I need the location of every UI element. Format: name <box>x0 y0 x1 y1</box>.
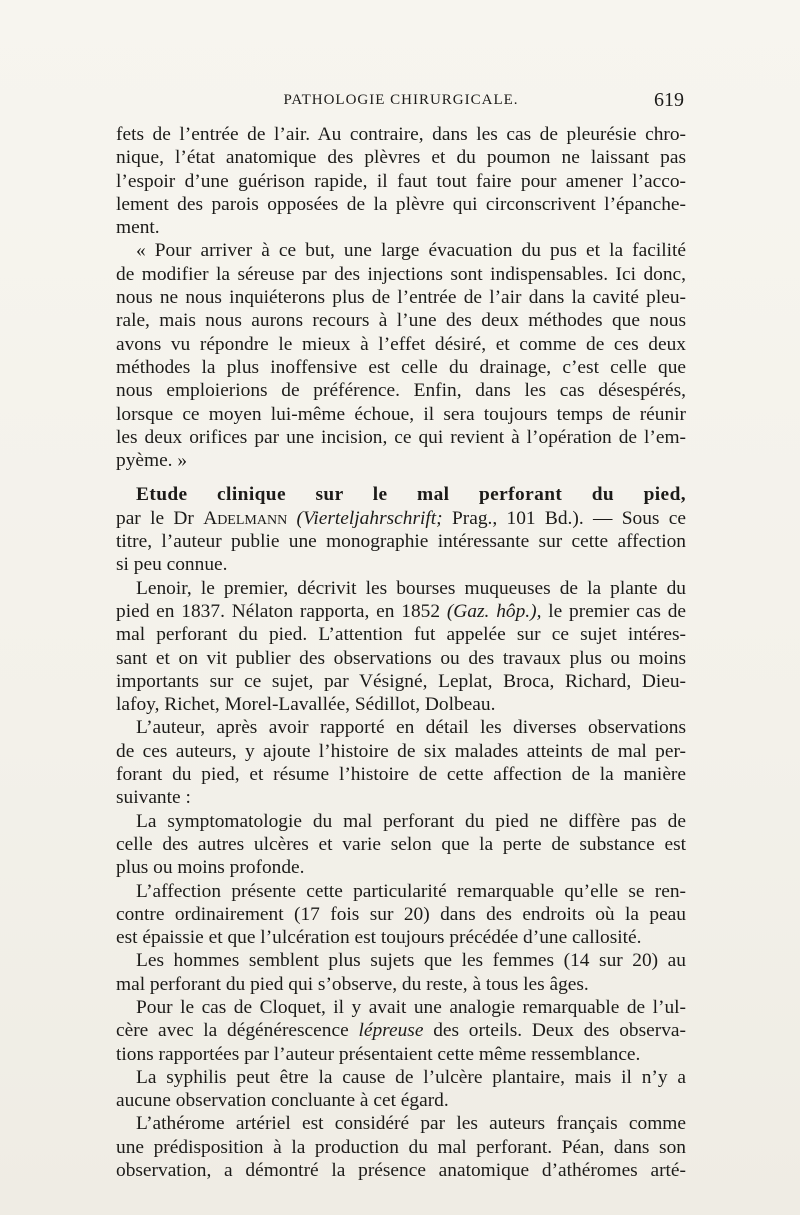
text-line: une prédisposition à la production du mal perforant. Péan, dans son <box>116 1136 686 1158</box>
article-byline <box>116 507 686 530</box>
text-line: aucune observation concluante à cet égard. <box>116 1090 449 1112</box>
article-entry <box>116 483 686 576</box>
text-fragment: pied en 1837. Nélaton rapporta, en 1852 <box>116 600 441 622</box>
text-line-with-citation <box>116 600 686 623</box>
text-line: plus ou moins profonde. <box>116 857 305 879</box>
paragraph-4 <box>116 577 686 717</box>
text-line: tions rapportées par l’auteur présentaient cette même ressemblance. <box>116 1043 641 1065</box>
text-line: nous ne nous inquiéterons plus de l’entrée de l’air dans la cavité pleu- <box>116 287 686 309</box>
text-line: Lenoir, le premier, décrivit les bourses muqueuses de la plante du <box>136 577 686 599</box>
article-title-line <box>116 483 686 506</box>
text-fragment: cère avec la dégénérescence <box>116 1020 349 1042</box>
text-line: l’espoir d’une guérison rapide, il faut tout faire pour amener l’acco- <box>116 170 686 192</box>
text-line: L’affection présente cette particularité remarquable qu’elle se ren- <box>136 880 686 902</box>
text-line: titre, l’auteur publie une monographie intéressante sur cette affection <box>116 531 686 553</box>
text-line: L’auteur, après avoir rapporté en détail les diverses observations <box>136 717 686 739</box>
text-line: rale, mais nous aurons recours à l’une des deux méthodes que nous <box>116 310 686 332</box>
text-line: fets de l’entrée de l’air. Au contraire, dans les cas de pleurésie chro- <box>116 124 686 145</box>
text-line: mal perforant du pied. L’attention fut appelée sur ce sujet intéres- <box>116 624 686 646</box>
article-title: Etude clinique sur le mal perforant du pied, <box>136 484 686 506</box>
text-fragment: le premier cas de <box>548 600 686 622</box>
paragraph-10 <box>116 1066 686 1113</box>
text-line: importants sur ce sujet, par Vésigné, Leplat, Broca, Richard, Dieu- <box>116 670 686 692</box>
text-line: lafoy, Richet, Morel-Lavallée, Sédillot, Dolbeau. <box>116 694 496 716</box>
running-title: PATHOLOGIE CHIRURGICALE. <box>283 92 519 108</box>
text-line: méthodes la plus inoffensive est celle du drainage, c’est celle que <box>116 356 686 378</box>
text-line: forant du pied, et résume l’histoire de cette affection de la manière <box>116 764 686 786</box>
journal-name: (Vierteljahrschrift; <box>296 507 443 529</box>
text-line: si peu connue. <box>116 554 228 576</box>
paragraph-5 <box>116 716 686 809</box>
citation: (Gaz. hôp.), <box>446 600 542 622</box>
text-fragment: des orteils. Deux des observa- <box>433 1020 686 1042</box>
paragraph-2 <box>116 239 686 472</box>
paragraph-11 <box>116 1112 686 1182</box>
body-text <box>116 123 686 1182</box>
text-line: de modifier la séreuse par des injections sont indispensables. Ici donc, <box>116 263 686 285</box>
text-line: ment. <box>116 217 160 239</box>
paragraph-1 <box>116 123 686 239</box>
text-line: contre ordinairement (17 fois sur 20) dans des endroits où la peau <box>116 903 686 925</box>
section-gap <box>116 472 686 483</box>
text-line: nous emploierions de préférence. Enfin, dans les cas désespérés, <box>116 380 686 402</box>
page-number: 619 <box>654 89 684 111</box>
author-name: Adelmann <box>203 507 288 529</box>
paragraph-6 <box>116 810 686 880</box>
byline-prefix: par le Dr <box>116 507 194 529</box>
text-line: Pour le cas de Cloquet, il y avait une analogie remarquable de l’ul- <box>136 996 686 1018</box>
text-line: observation, a démontré la présence anatomique d’athéromes arté- <box>116 1160 686 1182</box>
text-line: L’athérome artériel est considéré par les auteurs français comme <box>136 1113 686 1135</box>
text-line: mal perforant du pied qui s’observe, du reste, à tous les âges. <box>116 973 589 995</box>
text-line: lorsque ce moyen lui-même échoue, il sera toujours temps de réunir <box>116 403 686 425</box>
byline-rest: Prag., 101 Bd.). — Sous ce <box>451 507 686 529</box>
text-line: avons vu répondre le mieux à l’effet désiré, et comme de ces deux <box>116 333 686 355</box>
text-line: La symptomatologie du mal perforant du pied ne diffère pas de <box>136 810 686 832</box>
text-line: est épaissie et que l’ulcération est toujours précédée d’une callosité. <box>116 927 642 949</box>
paragraph-8 <box>116 949 686 996</box>
page-header <box>116 89 686 116</box>
text-line: Les hommes semblent plus sujets que les femmes (14 sur 20) au <box>136 950 686 972</box>
text-line: pyème. » <box>116 450 188 472</box>
text-line: La syphilis peut être la cause de l’ulcère plantaire, mais il n’y a <box>136 1066 686 1088</box>
paragraph-7 <box>116 880 686 950</box>
text-line: « Pour arriver à ce but, une large évacuation du pus et la facilité <box>136 240 686 262</box>
text-line: suivante : <box>116 787 191 809</box>
text-line: nique, l’état anatomique des plèvres et du poumon ne laissant pas <box>116 147 686 169</box>
paragraph-9 <box>116 996 686 1066</box>
text-line: de ces auteurs, y ajoute l’histoire de six malades atteints de mal per- <box>116 740 686 762</box>
text-line-with-emphasis <box>116 1019 686 1042</box>
emphasis: lépreuse <box>358 1020 424 1042</box>
text-line: sant et on vit publier des observations ou des travaux plus ou moins <box>116 647 686 669</box>
text-line: celle des autres ulcères et varie selon que la perte de substance est <box>116 833 686 855</box>
text-line: les deux orifices par une incision, ce qui revient à l’opération de l’em- <box>116 426 686 448</box>
text-line: lement des parois opposées de la plèvre qui circonscrivent l’épanche- <box>116 193 686 215</box>
